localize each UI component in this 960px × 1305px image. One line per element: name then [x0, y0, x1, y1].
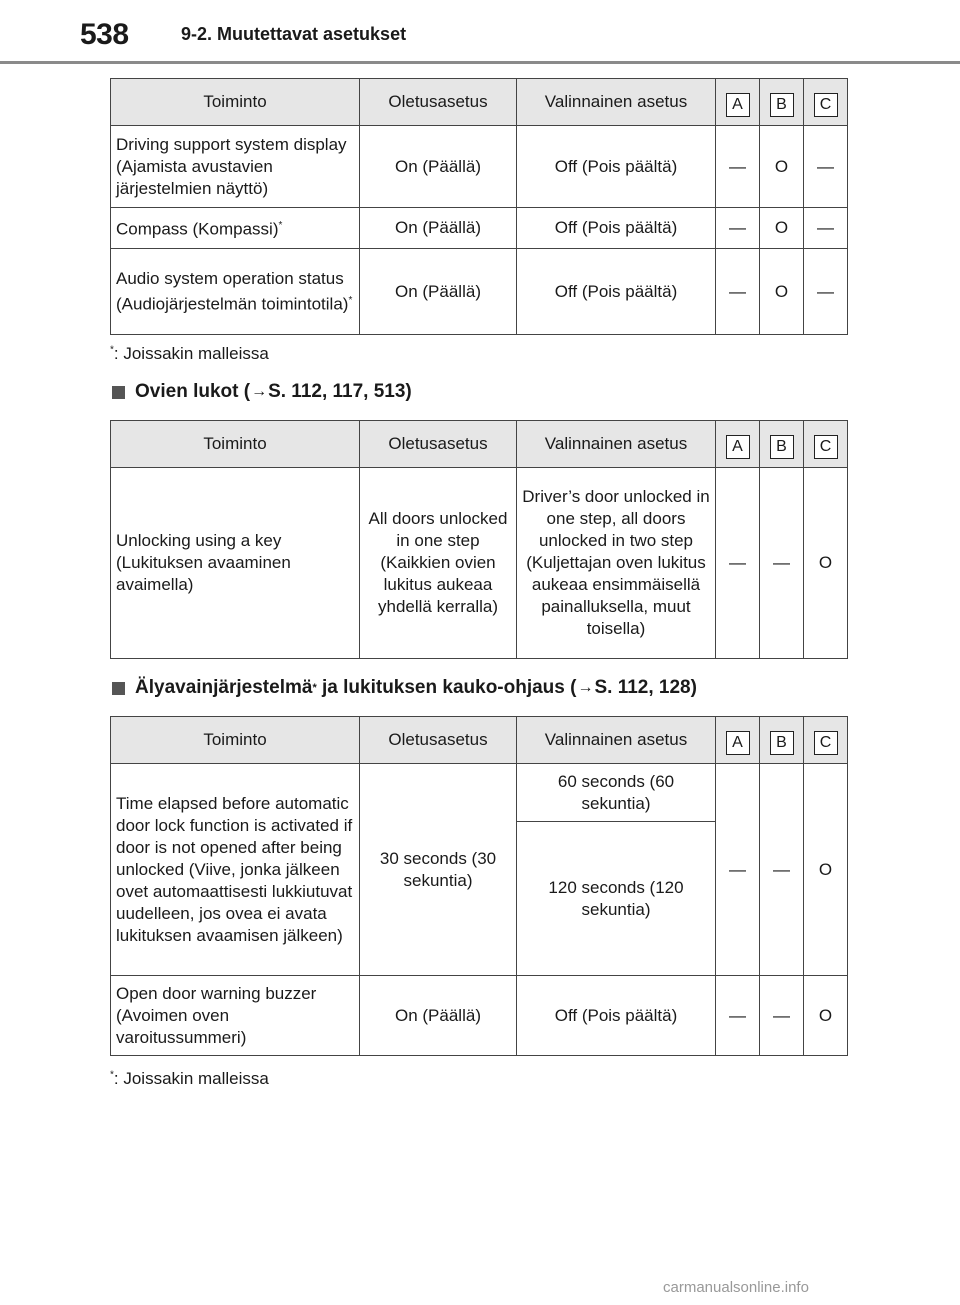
table-row [111, 468, 848, 659]
footnote [110, 344, 269, 364]
col-header-c [804, 717, 848, 764]
cell-default: 30 seconds (30 sekuntia) [360, 764, 517, 976]
watermark-footer: carmanualsonline.info [663, 1279, 809, 1296]
footnote [110, 1069, 269, 1089]
label-b: B [770, 435, 794, 459]
table-row [111, 126, 848, 208]
section-title-start: Ovien lukot ( [135, 381, 251, 402]
col-header-b [760, 717, 804, 764]
table-header-row [111, 79, 848, 126]
cell-a: — [716, 764, 760, 976]
cell-c: O [804, 468, 848, 659]
table-header-row [111, 717, 848, 764]
label-b: B [770, 731, 794, 755]
col-header-optional: Valinnainen asetus [517, 79, 716, 126]
cell-default: On (Päällä) [360, 126, 517, 208]
col-header-b [760, 79, 804, 126]
cell-a: — [716, 208, 760, 249]
table-row [111, 976, 848, 1056]
col-header-function: Toiminto [111, 421, 360, 468]
cell-c: O [804, 976, 848, 1056]
col-header-default: Oletusasetus [360, 79, 517, 126]
section-title-start: Älyavainjärjestelmä [135, 677, 313, 698]
page-number: 538 [80, 18, 129, 51]
cell-optional: Off (Pois päältä) [517, 126, 716, 208]
cell-b: O [760, 208, 804, 249]
table-header-row [111, 421, 848, 468]
label-b: B [770, 93, 794, 117]
footnote-mark: * [110, 1069, 114, 1081]
label-a: A [726, 731, 750, 755]
section-title-end: S. 112, 117, 513) [268, 381, 412, 402]
col-header-c [804, 79, 848, 126]
footnote-text: : Joissakin malleissa [113, 1069, 269, 1088]
cell-b: O [760, 126, 804, 208]
header-rule [0, 61, 960, 64]
cell-c: O [804, 764, 848, 976]
cell-b: O [760, 249, 804, 335]
square-bullet-icon [112, 386, 125, 399]
cell-default: On (Päällä) [360, 208, 517, 249]
cell-default: All doors unlocked in one step (Kaikkien ovien lukitus aukeaa yhdellä kerralla) [360, 468, 517, 659]
section-heading-door-locks [112, 381, 412, 403]
cell-function [111, 208, 360, 249]
col-header-function: Toiminto [111, 79, 360, 126]
cell-function: Unlocking using a key (Lukituksen avaaminen avaimella) [111, 468, 360, 659]
cell-a: — [716, 126, 760, 208]
footnote-text: : Joissakin malleissa [113, 344, 269, 363]
footnote-mark: * [348, 294, 353, 306]
cell-a: — [716, 468, 760, 659]
label-c: C [814, 731, 838, 755]
col-header-c [804, 421, 848, 468]
footnote-mark: * [312, 682, 317, 694]
section-heading-smart-key [112, 677, 697, 699]
footnote-mark: * [110, 344, 114, 356]
table-row [111, 208, 848, 249]
table-row [111, 249, 848, 335]
col-header-optional: Valinnainen asetus [517, 717, 716, 764]
col-header-a [716, 79, 760, 126]
col-header-a [716, 717, 760, 764]
cell-function: Driving support system display (Ajamista avustavien järjestelmien näyttö) [111, 126, 360, 208]
arrow-icon: → [577, 679, 594, 696]
settings-table-3 [110, 716, 848, 1056]
cell-optional: 60 seconds (60 sekuntia) [517, 764, 716, 822]
section-title-end: S. 112, 128) [594, 677, 697, 698]
label-c: C [814, 435, 838, 459]
cell-function-text: Audio system operation status (Audiojärjestelmän toimintotila) [116, 268, 349, 314]
cell-optional: Off (Pois päältä) [517, 208, 716, 249]
cell-optional: Off (Pois päältä) [517, 976, 716, 1056]
cell-c: — [804, 126, 848, 208]
col-header-default: Oletusasetus [360, 421, 517, 468]
table-row [111, 764, 848, 822]
cell-a: — [716, 249, 760, 335]
settings-table-1 [110, 78, 848, 335]
cell-default: On (Päällä) [360, 249, 517, 335]
cell-function [111, 249, 360, 335]
cell-function: Time elapsed before automatic door lock function is activated if door is not opened after being unlocked (Viive, jonka jälkeen ovet automaattisesti lukkiutuvat uudelleen, jos ovea ei avata lukituksen avaamisen jälkeen) [111, 764, 360, 976]
cell-c: — [804, 249, 848, 335]
cell-optional: Off (Pois päältä) [517, 249, 716, 335]
cell-default: On (Päällä) [360, 976, 517, 1056]
col-header-a [716, 421, 760, 468]
col-header-optional: Valinnainen asetus [517, 421, 716, 468]
settings-table-2 [110, 420, 848, 659]
square-bullet-icon [112, 682, 125, 695]
cell-function-text: Compass (Kompassi) [116, 219, 279, 239]
label-c: C [814, 93, 838, 117]
cell-function: Open door warning buzzer (Avoimen oven varoitussummeri) [111, 976, 360, 1056]
cell-optional: 120 seconds (120 sekuntia) [517, 822, 716, 976]
col-header-function: Toiminto [111, 717, 360, 764]
chapter-title: 9-2. Muutettavat asetukset [181, 24, 407, 44]
section-title-mid: ja lukituksen kauko-ohjaus ( [316, 677, 577, 698]
cell-a: — [716, 976, 760, 1056]
label-a: A [726, 93, 750, 117]
cell-b: — [760, 468, 804, 659]
col-header-default: Oletusasetus [360, 717, 517, 764]
cell-b: — [760, 976, 804, 1056]
cell-c: — [804, 208, 848, 249]
col-header-b [760, 421, 804, 468]
cell-b: — [760, 764, 804, 976]
cell-optional: Driver’s door unlocked in one step, all doors unlocked in two step (Kuljettajan oven lukitus aukeaa ensimmäisellä painalluksella, muut toisella) [517, 468, 716, 659]
label-a: A [726, 435, 750, 459]
footnote-mark: * [278, 220, 283, 232]
arrow-icon: → [251, 383, 268, 400]
